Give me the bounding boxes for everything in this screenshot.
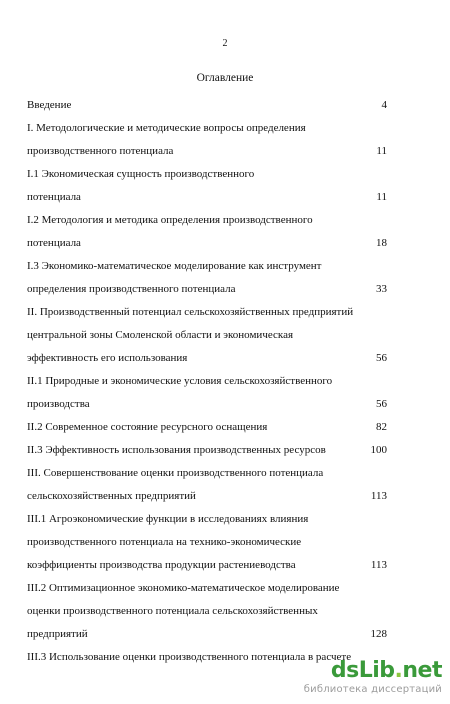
toc-entry [27,577,387,646]
toc-entry-text: III. Совершенствование оценки производственного потенциала [27,467,324,479]
toc-page-number: 82 [376,421,387,433]
toc-entry-text: предприятий [27,628,88,640]
toc-entry-text: II.2 Современное состояние ресурсного оснащения [27,421,268,433]
toc-page-number: 4 [381,99,387,111]
toc-entry-text: I.3 Экономико-математическое моделирование как инструмент [27,260,322,272]
toc-entry-text: производственного потенциала на технико-экономические [27,536,302,548]
toc-entry-text: потенциала [27,237,81,249]
toc-entry-text: Введение [27,99,72,111]
toc-page-number: 113 [370,490,387,502]
toc-entry-text: эффективность его использования [27,352,188,364]
toc-entry-text: III.2 Оптимизационное экономико-математическое моделирование [27,582,340,594]
toc-title: Оглавление [196,72,254,84]
toc-entry [27,163,387,209]
toc-entry-text: I.1 Экономическая сущность производственного [27,168,255,180]
watermark-subtitle: библиотека диссертаций [303,684,442,695]
toc-page-number: 128 [370,628,387,640]
toc-entry [27,439,387,462]
toc-entry-text: определения производственного потенциала [27,283,236,295]
page-number: 2 [222,38,228,49]
toc-page-number: 11 [376,145,387,157]
toc-entry [27,94,387,117]
toc-entry [27,255,387,301]
toc-entry-text: потенциала [27,191,81,203]
toc-page-number: 18 [376,237,387,249]
toc-entry-text: оценки производственного потенциала сельскохозяйственных [27,605,318,617]
toc-page-number: 33 [376,283,387,295]
toc-entry [27,462,387,508]
watermark [252,658,442,698]
toc-entry-text: I. Методологические и методические вопросы определения [27,122,306,134]
toc-page-number: 56 [376,352,387,364]
toc-page-number: 11 [376,191,387,203]
toc-entry-text: II.3 Эффективность использования производственных ресурсов [27,444,326,456]
table-of-contents [27,94,387,669]
toc-page-number: 113 [370,559,387,571]
toc-entry-text: I.2 Методология и методика определения производственного [27,214,313,226]
toc-entry-text: центральной зоны Смоленской области и экономическая [27,329,294,341]
toc-page-number: 100 [370,444,387,456]
toc-entry-text: производственного потенциала [27,145,174,157]
toc-entry [27,117,387,163]
toc-entry-text: II. Производственный потенциал сельскохозяйственных предприятий [27,306,354,318]
toc-entry-text: II.1 Природные и экономические условия сельскохозяйственного [27,375,333,387]
toc-page-number: 56 [376,398,387,410]
toc-entry-text: сельскохозяйственных предприятий [27,490,196,502]
toc-entry [27,209,387,255]
watermark-logo: dsLib.net [330,658,442,683]
toc-entry-text: коэффициенты производства продукции растениеводства [27,559,296,571]
toc-entry-text: производства [27,398,90,410]
toc-entry [27,370,387,416]
toc-entry [27,416,387,439]
toc-entry-text: III.3 Использование оценки производственного потенциала в расчете [27,651,352,663]
toc-entry [27,301,387,370]
toc-entry [27,508,387,577]
toc-entry-text: III.1 Агроэкономические функции в исследованиях влияния [27,513,309,525]
